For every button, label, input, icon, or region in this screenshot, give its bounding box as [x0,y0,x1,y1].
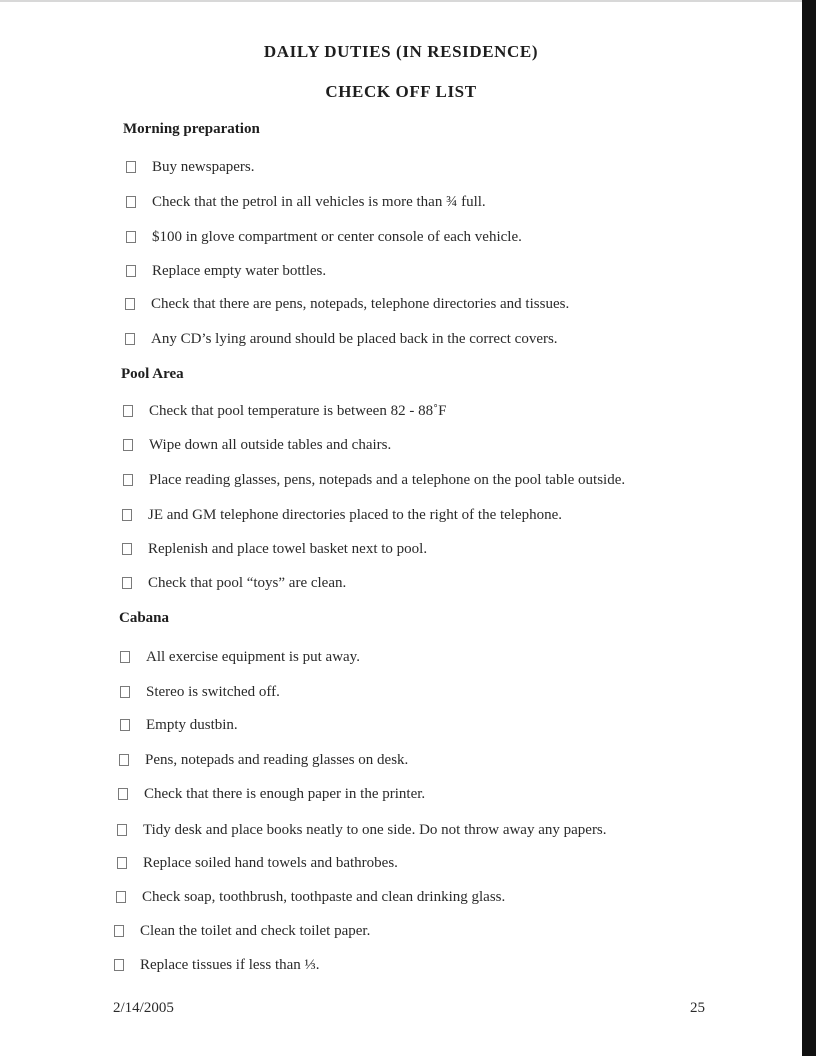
checkbox[interactable] [122,509,132,521]
checklist-item-label: Tidy desk and place books neatly to one side. Do not throw away any papers. [143,822,607,838]
checkbox[interactable] [126,231,136,243]
checklist-item-label: JE and GM telephone directories placed to the right of the telephone. [148,507,563,523]
checkbox[interactable] [126,196,136,208]
checkbox[interactable] [119,754,129,766]
checklist-item-label: Place reading glasses, pens, notepads and a telephone on the pool table outside. [149,472,626,488]
checklist-item-label: Check that there is enough paper in the printer. [144,786,426,802]
checkbox[interactable] [122,543,132,555]
checklist-item-label: Replace tissues if less than ⅓. [140,957,320,973]
checklist-item-label: Stereo is switched off. [146,684,280,700]
checkbox[interactable] [123,405,133,417]
checkbox[interactable] [120,719,130,731]
checkbox[interactable] [125,333,135,345]
checkbox[interactable] [120,686,130,698]
checkbox[interactable] [126,265,136,277]
scan-top-edge [0,0,802,2]
checkbox[interactable] [120,651,130,663]
section-heading-cabana: Cabana [119,610,170,626]
checklist-item-label: Check soap, toothbrush, toothpaste and clean drinking glass. [142,889,506,905]
checklist-item-label: Wipe down all outside tables and chairs. [149,437,392,453]
checkbox[interactable] [114,925,124,937]
checklist-item-label: All exercise equipment is put away. [146,649,360,665]
checkbox[interactable] [122,577,132,589]
checkbox[interactable] [114,959,124,971]
checklist-item-label: Empty dustbin. [146,717,238,733]
checklist-item-label: Replace empty water bottles. [152,263,327,279]
document-title: DAILY DUTIES (IN RESIDENCE) [263,42,539,61]
checklist-item-label: Replenish and place towel basket next to pool. [148,541,428,557]
checkbox[interactable] [117,857,127,869]
checklist-item-label: Buy newspapers. [152,159,255,175]
section-heading-morning-preparation: Morning preparation [123,121,260,137]
checkbox[interactable] [123,474,133,486]
footer-date: 2/14/2005 [113,1000,174,1016]
checklist-item-label: Replace soiled hand towels and bathrobes. [143,855,398,871]
checkbox[interactable] [117,824,127,836]
page-number: 25 [690,1000,705,1016]
scan-right-edge [802,0,816,1056]
section-heading-pool-area: Pool Area [121,366,184,382]
checklist-item-label: Pens, notepads and reading glasses on desk. [145,752,409,768]
checkbox[interactable] [123,439,133,451]
checklist-item-label: Check that pool “toys” are clean. [148,575,347,591]
checkbox[interactable] [118,788,128,800]
checklist-item-label: Check that pool temperature is between 82 - 88˚F [149,403,447,419]
checklist-item-label: Check that there are pens, notepads, telephone directories and tissues. [151,296,570,312]
checkbox[interactable] [116,891,126,903]
checkbox[interactable] [125,298,135,310]
document-subtitle: CHECK OFF LIST [325,82,477,101]
checklist-item-label: $100 in glove compartment or center console of each vehicle. [152,229,522,245]
checklist-item-label: Any CD’s lying around should be placed back in the correct covers. [151,331,558,347]
checkbox[interactable] [126,161,136,173]
checklist-item-label: Clean the toilet and check toilet paper. [140,923,371,939]
checklist-item-label: Check that the petrol in all vehicles is more than ¾ full. [152,194,486,210]
